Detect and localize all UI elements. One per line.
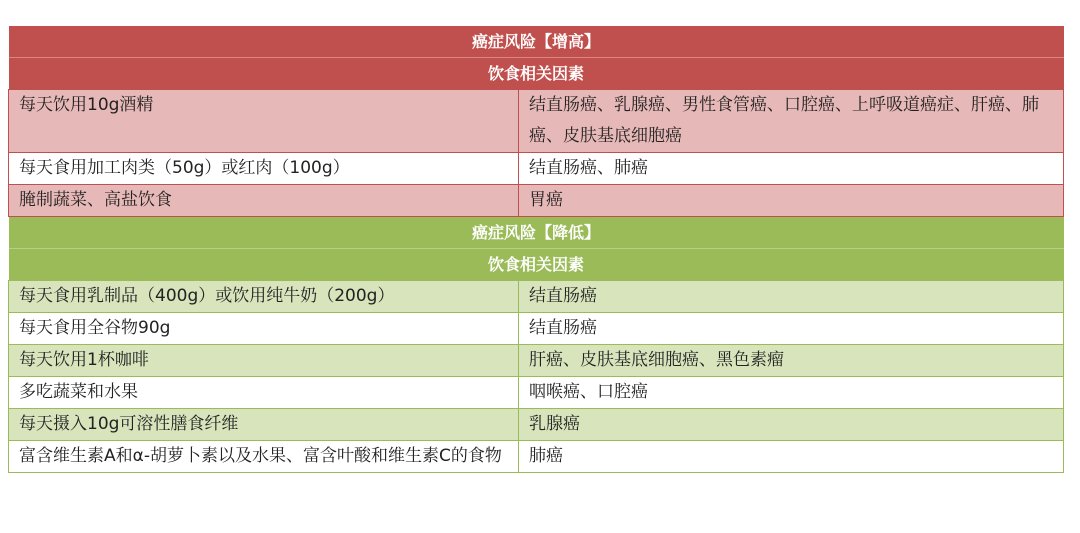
cancers-cell: 结直肠癌、肺癌 (519, 153, 1064, 185)
cancers-cell: 肺癌 (519, 441, 1064, 473)
increase-subheader-row (9, 58, 1064, 90)
decrease-header-row (9, 217, 1064, 249)
cancers-cell: 结直肠癌、乳腺癌、男性食管癌、口腔癌、上呼吸道癌症、肝癌、肺癌、皮肤基底细胞癌 (519, 90, 1064, 153)
factor-cell: 每天食用加工肉类（50g）或红肉（100g） (9, 153, 519, 185)
table-row (9, 281, 1064, 313)
table-row (9, 441, 1064, 473)
table-row (9, 313, 1064, 345)
table-row (9, 345, 1064, 377)
table-row (9, 185, 1064, 217)
table-row (9, 90, 1064, 153)
table-row (9, 409, 1064, 441)
table-row (9, 153, 1064, 185)
cancers-cell: 乳腺癌 (519, 409, 1064, 441)
factor-cell: 多吃蔬菜和水果 (9, 377, 519, 409)
factor-cell: 每天摄入10g可溶性膳食纤维 (9, 409, 519, 441)
increase-header-row (9, 26, 1064, 58)
factor-cell: 每天食用乳制品（400g）或饮用纯牛奶（200g） (9, 281, 519, 313)
cancers-cell: 咽喉癌、口腔癌 (519, 377, 1064, 409)
increase-subtitle: 饮食相关因素 (9, 58, 1064, 90)
factor-cell: 每天饮用10g酒精 (9, 90, 519, 153)
decrease-subheader-row (9, 249, 1064, 281)
table-row (9, 377, 1064, 409)
cancers-cell: 胃癌 (519, 185, 1064, 217)
decrease-title: 癌症风险【降低】 (9, 217, 1064, 249)
cancers-cell: 结直肠癌 (519, 281, 1064, 313)
factor-cell: 富含维生素A和α-胡萝卜素以及水果、富含叶酸和维生素C的食物 (9, 441, 519, 473)
decrease-subtitle: 饮食相关因素 (9, 249, 1064, 281)
cancers-cell: 结直肠癌 (519, 313, 1064, 345)
increase-title: 癌症风险【增高】 (9, 26, 1064, 58)
cancers-cell: 肝癌、皮肤基底细胞癌、黑色素瘤 (519, 345, 1064, 377)
cancer-diet-table (8, 26, 1064, 473)
factor-cell: 每天饮用1杯咖啡 (9, 345, 519, 377)
factor-cell: 腌制蔬菜、高盐饮食 (9, 185, 519, 217)
factor-cell: 每天食用全谷物90g (9, 313, 519, 345)
